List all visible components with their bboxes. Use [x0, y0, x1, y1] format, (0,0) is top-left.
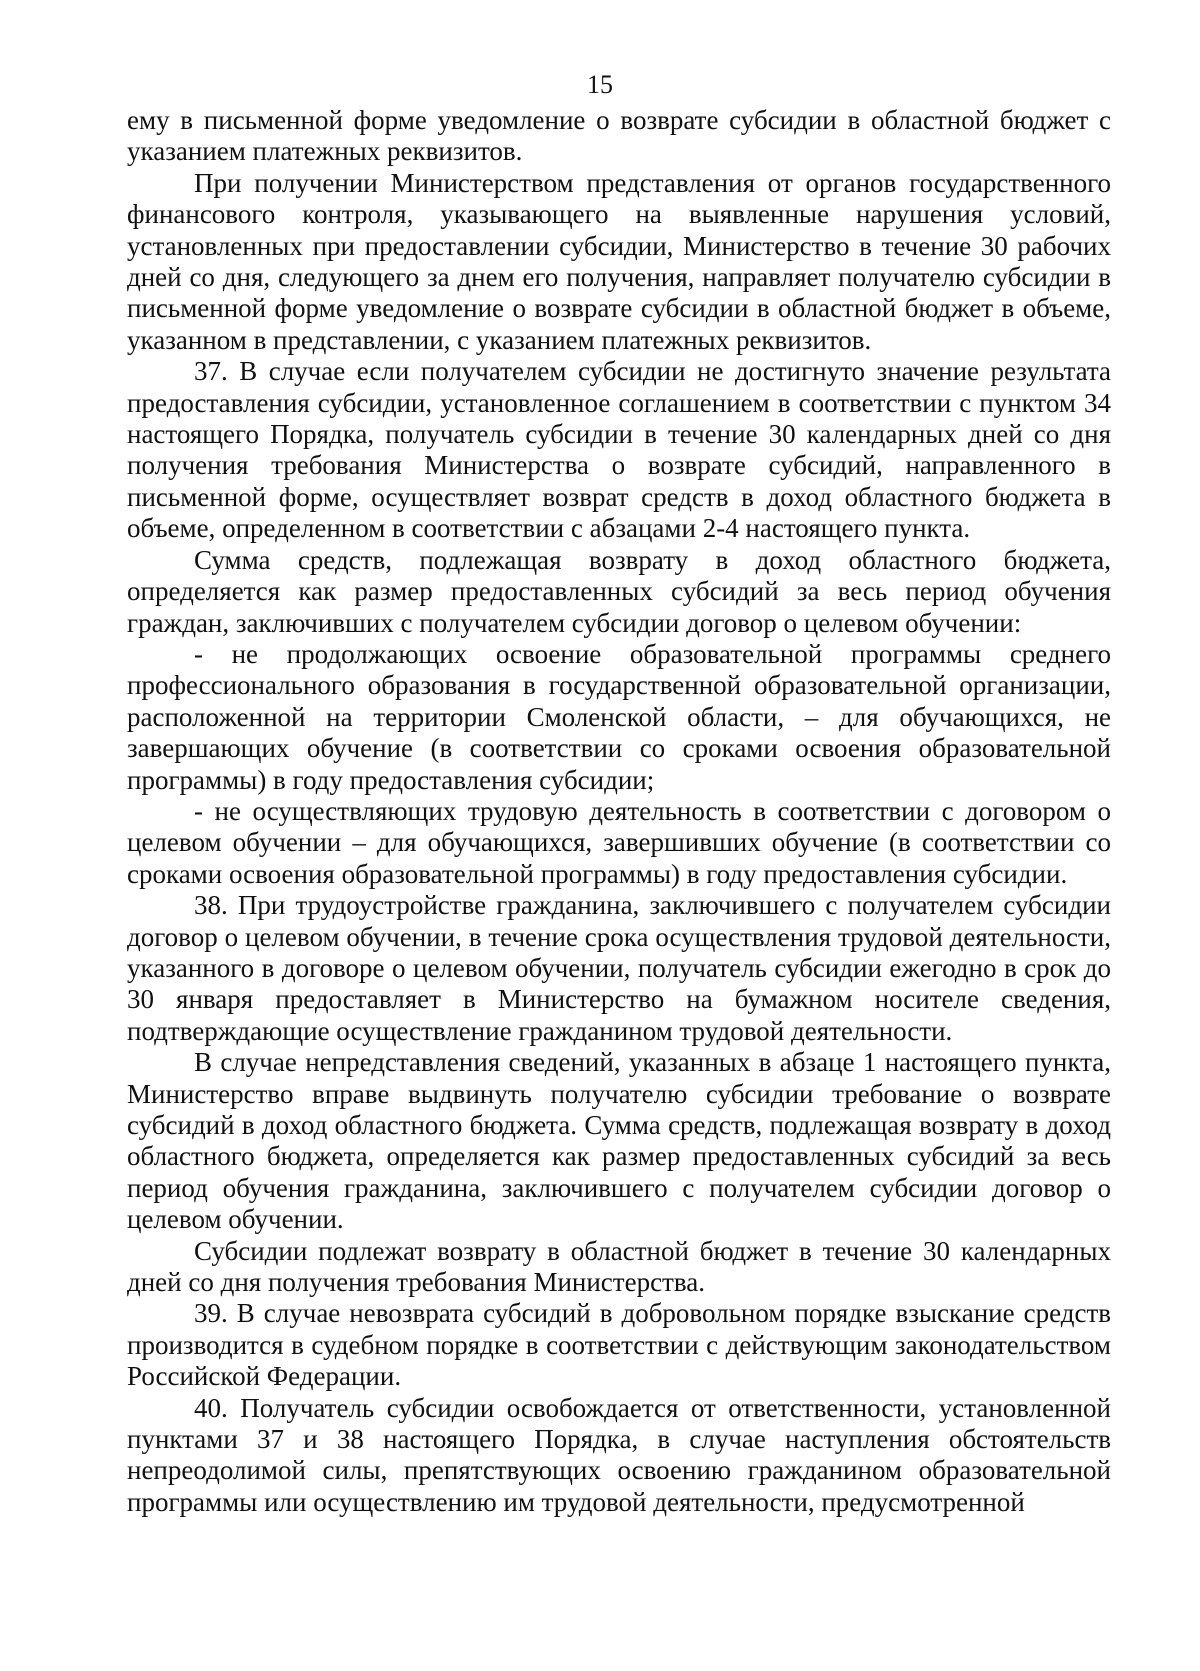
- paragraph-37: 37. В случае если получателем субсидии не достигнуто значение результата предоставления субсидии, установленное соглашением в соответствии с пунктом 34 настоящего Порядка, получатель субсидии в течение 30 календарных дней со дня получения требования Министерства о возврате субсидий, направленного в письменной форме, осуществляет возврат средств в доход областного бюджета в объеме, определенном в соответствии с абзацами 2-4 настоящего пункта.: [127, 356, 1111, 544]
- paragraph-39: 39. В случае невозврата субсидий в добровольном порядке взыскание средств производится в судебном порядке в соответствии с действующим законодательством Российской Федерации.: [127, 1298, 1111, 1392]
- page-number: 15: [587, 70, 613, 99]
- document-body: [127, 105, 1111, 1518]
- paragraph-40: 40. Получатель субсидии освобождается от ответственности, установленной пунктами 37 и 38 настоящего Порядка, в случае наступления обстоятельств непреодолимой силы, препятствующих освоению гражданином образовательной программы или осуществлению им трудовой деятельности, предусмотренной: [127, 1392, 1111, 1517]
- paragraph-continuation: ему в письменной форме уведомление о возврате субсидии в областной бюджет с указанием платежных реквизитов.: [127, 105, 1111, 167]
- paragraph-38-nonsubmission: В случае непредставления сведений, указанных в абзаце 1 настоящего пункта, Министерство вправе выдвинуть получателю субсидии требование о возврате субсидий в доход областного бюджета. Сумма средств, подлежащая возврату в доход областного бюджета, определяется как размер предоставленных субсидий за весь период обучения гражданина, заключившего с получателем субсидии договор о целевом обучении.: [127, 1047, 1111, 1235]
- paragraph-37-sum: Сумма средств, подлежащая возврату в доход областного бюджета, определяется как размер предоставленных субсидий за весь период обучения граждан, заключивших с получателем субсидии договор о целевом обучении:: [127, 544, 1111, 638]
- paragraph-37-item-2: - не осуществляющих трудовую деятельность в соответствии с договором о целевом обучении – для обучающихся, завершивших обучение (в соответствии со сроками освоения образовательной программы) в году предоставления субсидии.: [127, 795, 1111, 889]
- paragraph-37-item-1: - не продолжающих освоение образовательной программы среднего профессионального образования в государственной образовательной организации, расположенной на территории Смоленской области, – для обучающихся, не завершающих обучение (в соответствии со сроками освоения образовательной программы) в году предоставления субсидии;: [127, 638, 1111, 795]
- paragraph-financial-control: При получении Министерством представления от органов государственного финансового контроля, указывающего на выявленные нарушения условий, установленных при предоставлении субсидии, Министерство в течение 30 рабочих дней со дня, следующего за днем его получения, направляет получателю субсидии в письменной форме уведомление о возврате субсидии в областной бюджет в объеме, указанном в представлении, с указанием платежных реквизитов.: [127, 167, 1111, 355]
- paragraph-38-return-term: Субсидии подлежат возврату в областной бюджет в течение 30 календарных дней со дня получения требования Министерства.: [127, 1235, 1111, 1298]
- paragraph-38: 38. При трудоустройстве гражданина, заключившего с получателем субсидии договор о целевом обучении, в течение срока осуществления трудовой деятельности, указанного в договоре о целевом обучении, получатель субсидии ежегодно в срок до 30 января предоставляет в Министерство на бумажном носителе сведения, подтверждающие осуществление гражданином трудовой деятельности.: [127, 890, 1111, 1046]
